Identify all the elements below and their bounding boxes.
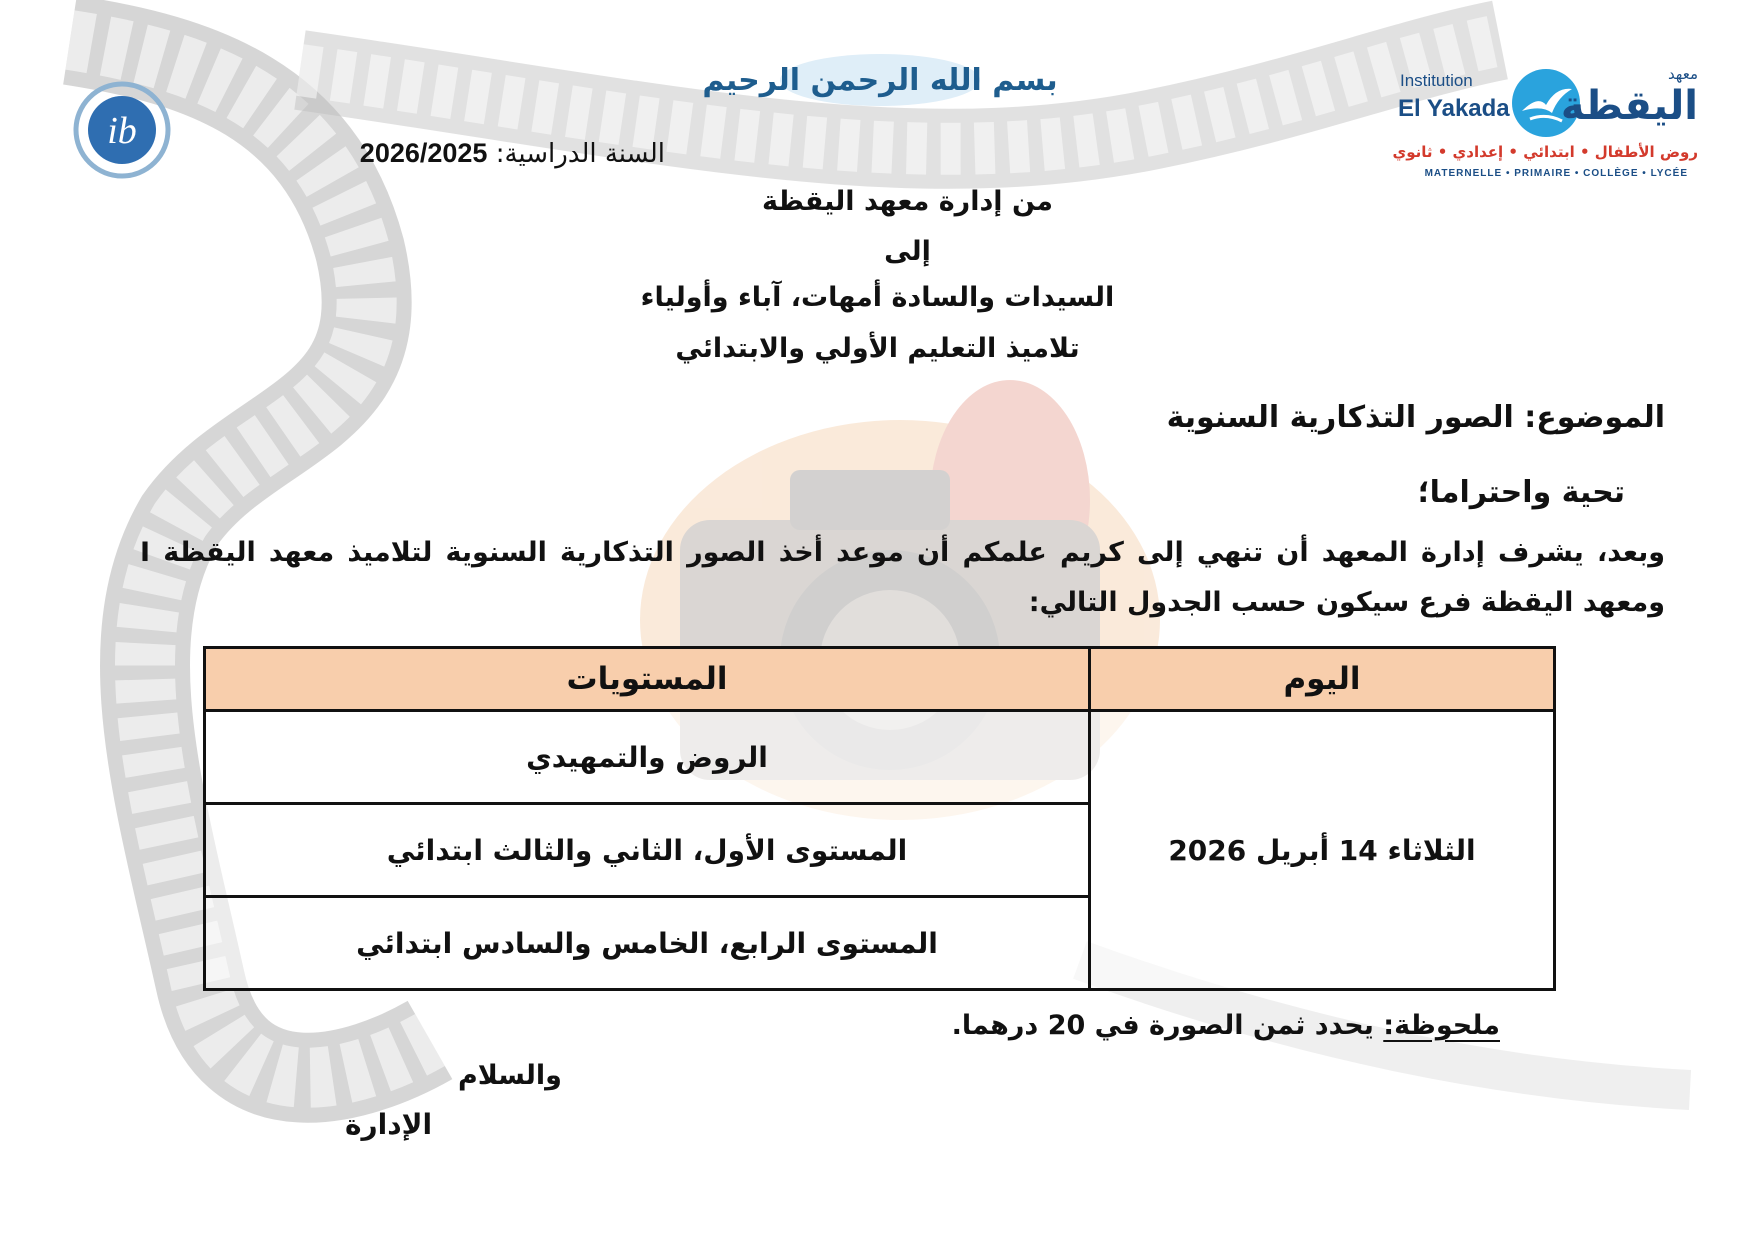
letter-greeting: تحية واحتراما؛ xyxy=(1417,475,1625,510)
logo-french-tagline: MATERNELLE • PRIMAIRE • COLLÈGE • LYCÉE xyxy=(1424,168,1688,179)
logo-latin-label: Institution xyxy=(1400,71,1473,90)
letter-body: وبعد، يشرف إدارة المعهد أن تنهي إلى كريم علمكم أن موعد أخذ الصور التذكارية السنوية لتلاميذ معهد اليقظة I ومعهد اليقظة فرع سيكون حسب الجدول التالي: xyxy=(140,537,1665,618)
letter-to: إلى xyxy=(884,236,931,267)
note-label: ملحوظة: xyxy=(1383,1010,1500,1041)
level-cell-3: المستوى الرابع، الخامس والسادس ابتدائي xyxy=(205,897,1090,990)
ib-world-school-logo xyxy=(72,80,172,180)
basmala-text: بسم الله الرحمن الرحيم xyxy=(702,63,1058,98)
closing-salutation: والسلام xyxy=(458,1060,562,1091)
logo-arabic-small: معهد xyxy=(1667,65,1698,83)
letter-recipients-line1: السيدات والسادة أمهات، آباء وأولياء xyxy=(640,282,1115,313)
note xyxy=(952,1010,1500,1041)
day-cell: الثلاثاء 14 أبريل 2026 xyxy=(1090,711,1555,990)
school-year-value: 2026/2025 xyxy=(359,138,488,168)
level-cell-1: الروض والتمهيدي xyxy=(205,711,1090,804)
note-text: يحدد ثمن الصورة في 20 درهما. xyxy=(951,1010,1384,1041)
table-row xyxy=(205,711,1555,804)
basmala-calligraphy xyxy=(702,18,1058,118)
school-year-label: السنة الدراسية: xyxy=(495,139,665,169)
logo-arabic-name: اليقظة xyxy=(1560,83,1698,129)
letter-recipients-line2: تلاميذ التعليم الأولي والابتدائي xyxy=(675,333,1080,364)
header-levels: المستويات xyxy=(205,648,1090,711)
level-cell-2: المستوى الأول، الثاني والثالث ابتدائي xyxy=(205,804,1090,897)
header-day: اليوم xyxy=(1090,648,1555,711)
ib-logo-text: ib xyxy=(107,110,137,152)
school-year xyxy=(360,138,665,169)
institution-el-yakada-logo xyxy=(1390,55,1710,185)
closing-signature: الإدارة xyxy=(345,1108,433,1141)
logo-latin-name: El Yakada xyxy=(1398,95,1510,122)
table-header-row xyxy=(205,648,1555,711)
schedule-table xyxy=(203,646,1556,991)
logo-arabic-tagline: روض الأطفال • ابتدائي • إعدادي • ثانوي xyxy=(1392,143,1698,161)
letter-from: من إدارة معهد اليقظة xyxy=(762,186,1053,217)
letter-subject: الموضوع: الصور التذكارية السنوية xyxy=(1166,400,1665,435)
